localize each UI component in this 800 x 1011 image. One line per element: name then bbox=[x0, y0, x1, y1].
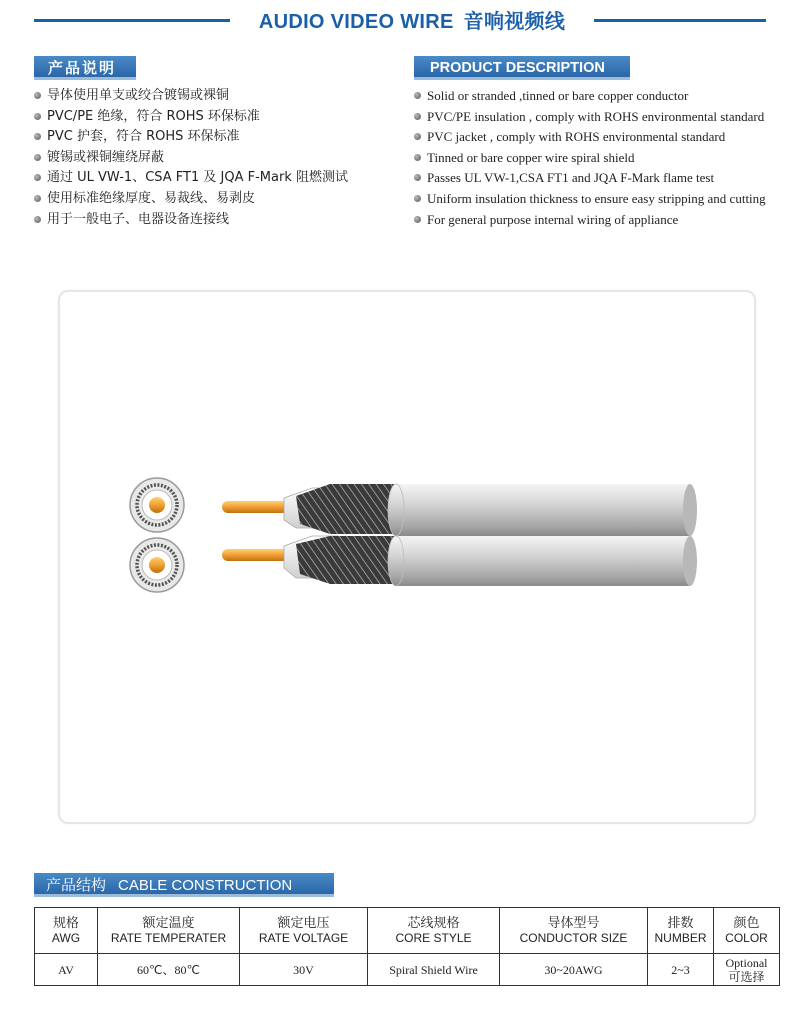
section-label-product-desc-cn: 产品说明 bbox=[34, 56, 136, 80]
cell-number: 2~3 bbox=[648, 954, 714, 986]
list-item: Passes UL VW-1,CSA FT1 and JQA F-Mark flame test bbox=[414, 168, 766, 189]
column-header-awg: 规格 AWG bbox=[35, 908, 98, 954]
cell-core-style: Spiral Shield Wire bbox=[368, 954, 500, 986]
section-label-construction-en: CABLE CONSTRUCTION bbox=[118, 877, 293, 894]
list-item: For general purpose internal wiring of appliance bbox=[414, 210, 766, 231]
section-label-product-desc-en: PRODUCT DESCRIPTION bbox=[414, 56, 630, 80]
page-title-cn: 音响视频线 bbox=[463, 9, 566, 33]
cross-section-top bbox=[130, 478, 184, 532]
cell-color: Optional 可选择 bbox=[714, 954, 780, 986]
cell-voltage: 30V bbox=[240, 954, 368, 986]
list-item: Tinned or bare copper wire spiral shield bbox=[414, 148, 766, 169]
list-item: 导体使用单支或绞合镀锡或裸铜 bbox=[34, 86, 348, 107]
spec-table bbox=[34, 907, 780, 986]
list-item: 镀锡或裸铜缠绕屏蔽 bbox=[34, 148, 348, 169]
table-row bbox=[35, 954, 780, 986]
list-item: 用于一般电子、电器设备连接线 bbox=[34, 210, 348, 231]
page-title-en: AUDIO VIDEO WIRE bbox=[258, 11, 454, 33]
list-item: PVC jacket , comply with ROHS environmental standard bbox=[414, 127, 766, 148]
cell-awg: AV bbox=[35, 954, 98, 986]
list-item: Uniform insulation thickness to ensure easy stripping and cutting bbox=[414, 189, 766, 210]
cable-top bbox=[222, 484, 697, 536]
column-header-color: 颜色 COLOR bbox=[714, 908, 780, 954]
column-header-number: 排数 NUMBER bbox=[648, 908, 714, 954]
section-label-construction-cn: 产品结构 bbox=[46, 876, 107, 894]
list-item: 使用标准绝缘厚度、易裁线、易剥皮 bbox=[34, 189, 348, 210]
column-header-rate-voltage: 额定电压 RATE VOLTAGE bbox=[240, 908, 368, 954]
list-item: PVC/PE insulation , comply with ROHS environmental standard bbox=[414, 107, 766, 128]
list-item: Solid or stranded ,tinned or bare copper conductor bbox=[414, 86, 766, 107]
cable-bottom bbox=[222, 536, 697, 586]
column-header-conductor-size: 导体型号 CONDUCTOR SIZE bbox=[500, 908, 648, 954]
table-header-row bbox=[35, 908, 780, 954]
list-item: 通过 UL VW-1、CSA FT1 及 JQA F-Mark 阻燃测试 bbox=[34, 168, 348, 189]
list-item: PVC/PE 绝缘，符合 ROHS 环保标准 bbox=[34, 107, 348, 128]
column-header-rate-temperater: 额定温度 RATE TEMPERATER bbox=[98, 908, 240, 954]
column-header-core-style: 芯线规格 CORE STYLE bbox=[368, 908, 500, 954]
cell-temperature: 60℃、80℃ bbox=[98, 954, 240, 986]
section-label-construction bbox=[34, 873, 334, 897]
cross-section-bottom bbox=[130, 538, 184, 592]
cell-conductor-size: 30~20AWG bbox=[500, 954, 648, 986]
list-item: PVC 护套，符合 ROHS 环保标准 bbox=[34, 127, 348, 148]
